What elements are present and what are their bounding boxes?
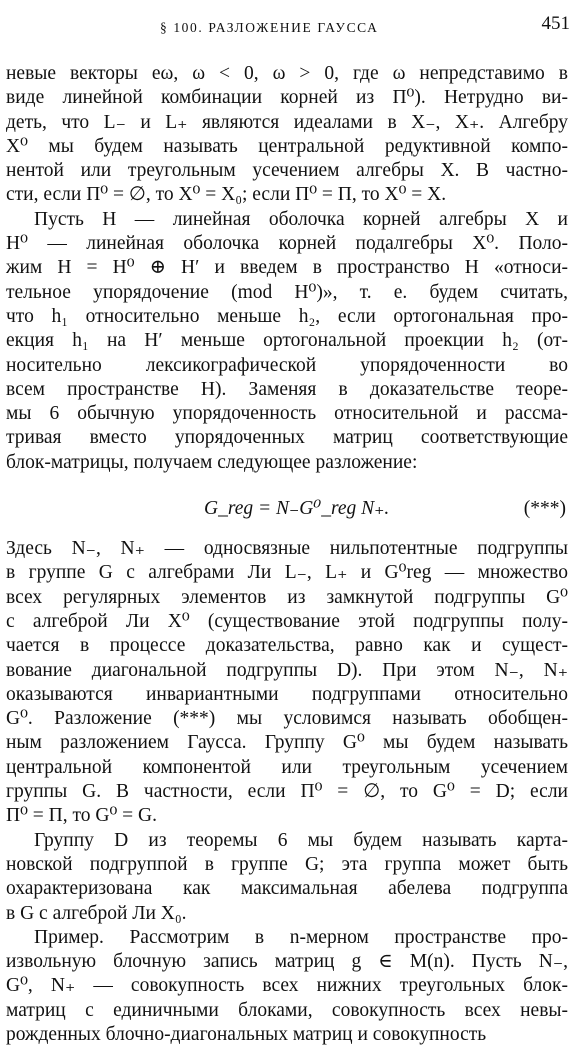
text-line: Группу D из теоремы 6 мы будем называть карта-: [34, 829, 568, 851]
text-line: тривая вместо упорядоченных матриц соответствующие: [6, 427, 568, 449]
text-line: матриц с единичными блоками, совокупность всех невы-: [6, 999, 568, 1021]
formula-expression: G_reg = N₋G⁰_reg N₊.: [204, 498, 390, 520]
paragraph: [6, 926, 568, 1047]
text-line: носительно лексикографической упорядоченности во: [6, 354, 568, 376]
text-line: всем пространстве H). Заменяя в доказательстве теоре-: [6, 378, 568, 400]
text-line: оказываются инвариантными подгруппами относительно: [6, 683, 568, 705]
text-before-formula: [6, 62, 568, 475]
text-line: X⁰ мы будем называть центральной редуктивной компо-: [6, 135, 568, 157]
text-line: с алгеброй Ли X⁰ (существование этой подгруппы полу-: [6, 610, 568, 632]
text-line: рожденных блочно-диагональных матриц и совокупность: [6, 1023, 487, 1045]
text-line: блок-матрицы, получаем следующее разложение:: [6, 451, 418, 473]
text-line: Здесь N₋, N₊ — односвязные нильпотентные подгруппы: [6, 538, 568, 560]
text-line: всех регулярных элементов из замкнутой подгруппы G⁰: [6, 586, 568, 608]
text-line: деть, что L₋ и L₊ являются идеалами в X₋, X₊. Алгебру: [6, 111, 568, 133]
text-line: что h₁ относительно меньше h₂, если ортогональная про-: [6, 305, 568, 327]
text-line: H⁰ — линейная оболочка корней подалгебры X⁰. Поло-: [6, 233, 568, 255]
paragraph: [6, 829, 568, 926]
text-line: в G с алгеброй Ли X₀.: [6, 902, 187, 924]
text-line: виде линейной комбинации корней из Π⁰). Нетрудно ви-: [6, 87, 568, 109]
text-line: в группе G с алгебрами Ли L₋, L₊ и G⁰reg — множество: [6, 562, 568, 584]
paragraph: [6, 62, 568, 208]
formula-tag: (***): [523, 498, 566, 520]
text-line: Пример. Рассмотрим в n-мерном пространстве про-: [34, 926, 568, 948]
text-line: нентой или треугольным усечением алгебры X. В частно-: [6, 160, 568, 182]
text-line: центральной компонентой или треугольным усечением: [6, 756, 568, 778]
text-line: ным разложением Гаусса. Группу G⁰ мы будем называть: [6, 732, 568, 754]
text-line: тельное упорядочение (mod H⁰)», т. е. будем считать,: [6, 281, 568, 303]
page-body: [6, 62, 568, 1047]
page-header: [0, 6, 580, 36]
paragraph: [6, 208, 568, 475]
text-line: новской подгруппой в группе G; эта группа может быть: [6, 853, 568, 875]
text-line: Пусть H — линейная оболочка корней алгебры X и: [34, 208, 568, 230]
text-line: Π⁰ = Π, то G⁰ = G.: [6, 805, 157, 827]
text-line: G⁰. Разложение (***) мы условимся называть обобщен-: [6, 708, 568, 730]
text-line: вование диагональной подгруппы D). При этом N₋, N₊: [6, 659, 568, 681]
text-line: невые векторы eω, ω < 0, ω > 0, где ω непредставимо в: [6, 63, 568, 84]
text-line: сти, если Π⁰ = ∅, то X⁰ = X₀; если Π⁰ = Π, то X⁰ = X.: [6, 184, 447, 206]
text-after-formula: [6, 537, 568, 1047]
text-line: мы 6 обычную упорядоченность относительной и рассма-: [6, 403, 568, 425]
text-line: екция h₁ на H′ меньше ортогональной проекции h₂ (от-: [6, 330, 568, 352]
display-formula: [6, 487, 568, 535]
text-line: охарактеризована как максимальная абелева подгруппа: [6, 878, 568, 900]
text-line: G⁰, N₊ — совокупность всех нижних треугольных блок-: [6, 975, 568, 997]
text-line: чается в процессе доказательства, равно как и сущест-: [6, 635, 568, 657]
text-line: группы G. В частности, если Π⁰ = ∅, то G⁰ = D; если: [6, 781, 568, 803]
page-number: 451: [541, 13, 570, 34]
text-line: жим H = H⁰ ⊕ H′ и введем в пространство H «относи-: [6, 257, 568, 279]
paragraph: [6, 537, 568, 829]
running-title: § 100. РАЗЛОЖЕНИЕ ГАУССА: [160, 20, 379, 35]
text-line: извольную блочную запись матриц g ∈ M(n). Пусть N₋,: [6, 951, 568, 973]
